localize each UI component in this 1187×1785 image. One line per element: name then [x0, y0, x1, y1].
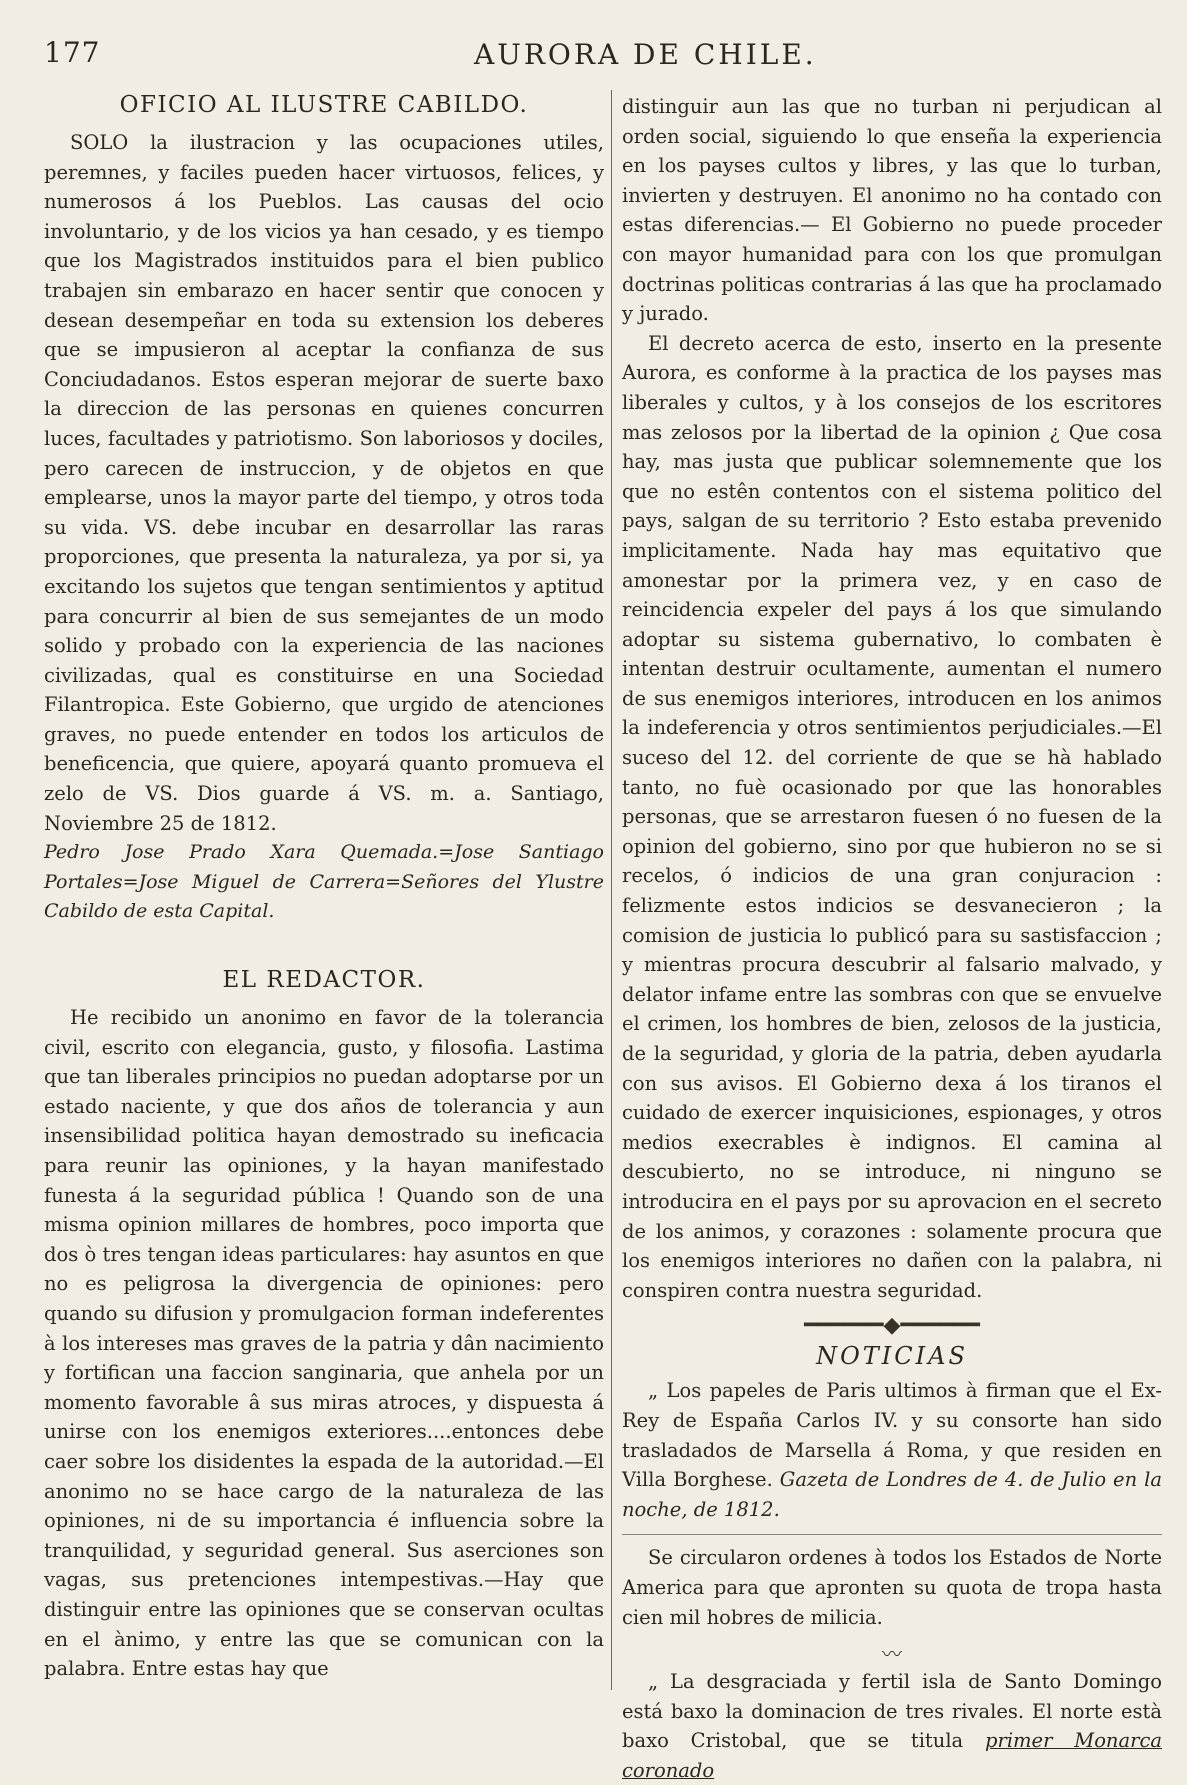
column-divider: [611, 90, 612, 1690]
noticias-title: NOTICIAS: [816, 1342, 968, 1371]
noticia-santo-domingo: [622, 1667, 1162, 1785]
oficio-signatures: Pedro Jose Prado Xara Quemada.=Jose Santiago Portales=Jose Miguel de Carrera=Señores del Ylustre Cabildo de esta Capital.: [44, 841, 604, 923]
noticia-paris-text: „ Los papeles de Paris ultimos à firman que el Ex-Rey de España Carlos IV. y su consorte han sido trasladados de Marsella á Roma, y que residen en Villa Borghese.: [622, 1379, 1162, 1492]
redactor-body: He recibido un anonimo en favor de la tolerancia civil, escrito con elegancia, gusto, y filosofia. Lastima que tan liberales principios no puedan adoptarse por un estado naciente, y que dos años de tolerancia y aun insensibilidad politica hayan demostrado su ineficacia para reunir las opiniones, y la hayan manifestado funesta á la seguridad pública ! Quando son de una misma opinion millares de hombres, poco importa que dos ò tres tengan ideas particulares: hay asuntos en que no es peligrosa la divergencia de opiniones: pero quando su difusion y promulgacion forman indeferentes à los intereses mas graves de la patria y dân nacimiento y fortifican una faccion sanginaria, que anhela por un momento favorable â sus miras atroces, y dispuesta á unirse con los enemigos exteriores....entonces debe caer sobre los disidentes la espada de la autoridad.—El anonimo no se hace cargo de la naturaleza de las opiniones, ni de su importancia é influencia sobre la tranquilidad, y seguridad general. Sus aserciones son vagas, sus pretenciones intempestivas.—Hay que distinguir entre las opiniones que se conservan ocultas en el ànimo, y entre las que se comunican con la palabra. Entre estas hay que: [44, 1006, 604, 1681]
page-header: [44, 36, 1144, 86]
section-gap: [44, 927, 604, 967]
running-title: AURORA DE CHILE.: [474, 38, 817, 71]
noticia-santo-domingo-emphasis: primer Monarca coronado: [622, 1729, 1162, 1782]
redactor-decreto-paragraph: El decreto acerca de esto, inserto en la presente Aurora, es conforme à la practica de los payses mas liberales y cultos, y à los consejos de los escritores mas zelosos por la libertad de la opinion ¿ Que cosa hay, mas justa que publicar solemnemente que los que no estên contentos con el sistema politico del pays, salgan de su territorio ? Esto estaba prevenido implicitamente. Nada hay mas equitativo que amonestar por la primera vez, y en caso de reincidencia expeler del pays á los que simulando adoptar su sistema gubernativo, lo combaten è intentan destruir ocultamente, aumentan el numero de sus enemigos interiores, introducen en los animos la indeferencia y otros sentimientos perjudiciales.—El suceso del 12. del corriente de que se hà hablado tanto, no fuè ocasionado por que las honorables personas, que se arrestaron fuesen ó no fuesen de la opinion del gobierno, sino por que hubieron no se si recelos, ó indicios de una gran conjuracion : felizmente estos indicios se desvanecieron ; la comision de justicia lo publicó para su sastisfaccion ; y mientras procura descubrir al falsario malvado, y delator infame entre las sombras con que se envuelve el crimen, los hombres de bien, zelosos de la justicia, de la seguridad, y gloria de la patria, deben ayudarla con sus avisos. El Gobierno dexa á los tiranos el cuidado de exercer inquisiciones, espionages, y otros medios execrables è indignos. El camina al descubierto, no se introduce, ni ninguno se introducira en el pays por su aprovacion en el secreto de los animos, y corazones : solamente procura que los enemigos interiores no dañen con la palabra, ni conspiren contra nuestra seguridad.: [622, 331, 1162, 1302]
noticia-paris: [622, 1376, 1162, 1524]
redactor-title: EL REDACTOR.: [222, 967, 426, 994]
ornamental-rule: ━━━━━━◆━━━━━━: [804, 1313, 980, 1339]
noticia-santo-domingo-text: „ La desgraciada y fertil isla de Santo Domingo está baxo la dominacion de tres rivales. El norte està baxo Cristobal, que se titula: [622, 1670, 1162, 1753]
noticia-paris-source: Gazeta de Londres de 4. de Julio en la noche, de 1812.: [622, 1468, 1163, 1521]
left-column: [44, 92, 604, 1684]
small-ornament: 〰: [882, 1642, 902, 1667]
page-number: 177: [44, 36, 101, 69]
redactor-continued: distinguir aun las que no turban ni perjudican al orden social, siguiendo lo que enseña la experiencia en los payses cultos y libres, y las que lo turban, invierten y destruyen. El anonimo no ha contado con estas diferencias.— El Gobierno no puede proceder con mayor humanidad para con los que promulgan doctrinas politicas contrarias á las que ha proclamado y jurado.: [622, 95, 1162, 326]
noticia-norte-america: Se circularon ordenes à todos los Estados de Norte America para que apronten su quota de tropa hasta cien mil hobres de milicia.: [622, 1546, 1162, 1629]
separator: [622, 1534, 1162, 1535]
oficio-title: OFICIO AL ILUSTRE CABILDO.: [119, 92, 529, 118]
oficio-body: SOLO la ilustracion y las ocupaciones utiles, peremnes, y faciles pueden hacer virtuosos, felices, y numerosos á los Pueblos. Las causas del ocio involuntario, y de los vicios ya han cesado, y es tiempo que los Magistrados instituidos para el bien publico trabajen sin embarazo en hacer sentir que conocen y desean desempeñar en toda su extension los deberes que se impusieron al aceptar la confianza de sus Conciudadanos. Estos esperan mejorar de suerte baxo la direccion de las personas en quienes concurren luces, facultades y patriotismo. Son laboriosos y dociles, pero carecen de instruccion, y de objetos en que emplearse, unos la mayor parte del tiempo, y otros toda su vida. VS. debe incubar en desarrollar las raras proporciones, que presenta la naturaleza, ya por si, ya excitando los sujetos que tengan sentimientos y aptitud para concurrir al bien de sus semejantes de un modo solido y probado con la experiencia de las naciones civilizadas, qual es constituirse en una Sociedad Filantropica. Este Gobierno, que urgido de atenciones graves, no puede entender en todos los articulos de beneficencia, que quiere, apoyará quanto promueva el zelo de VS. Dios guarde á VS. m. a. Santiago, Noviembre 25 de 1812.: [44, 131, 604, 835]
right-column: [622, 92, 1162, 1785]
